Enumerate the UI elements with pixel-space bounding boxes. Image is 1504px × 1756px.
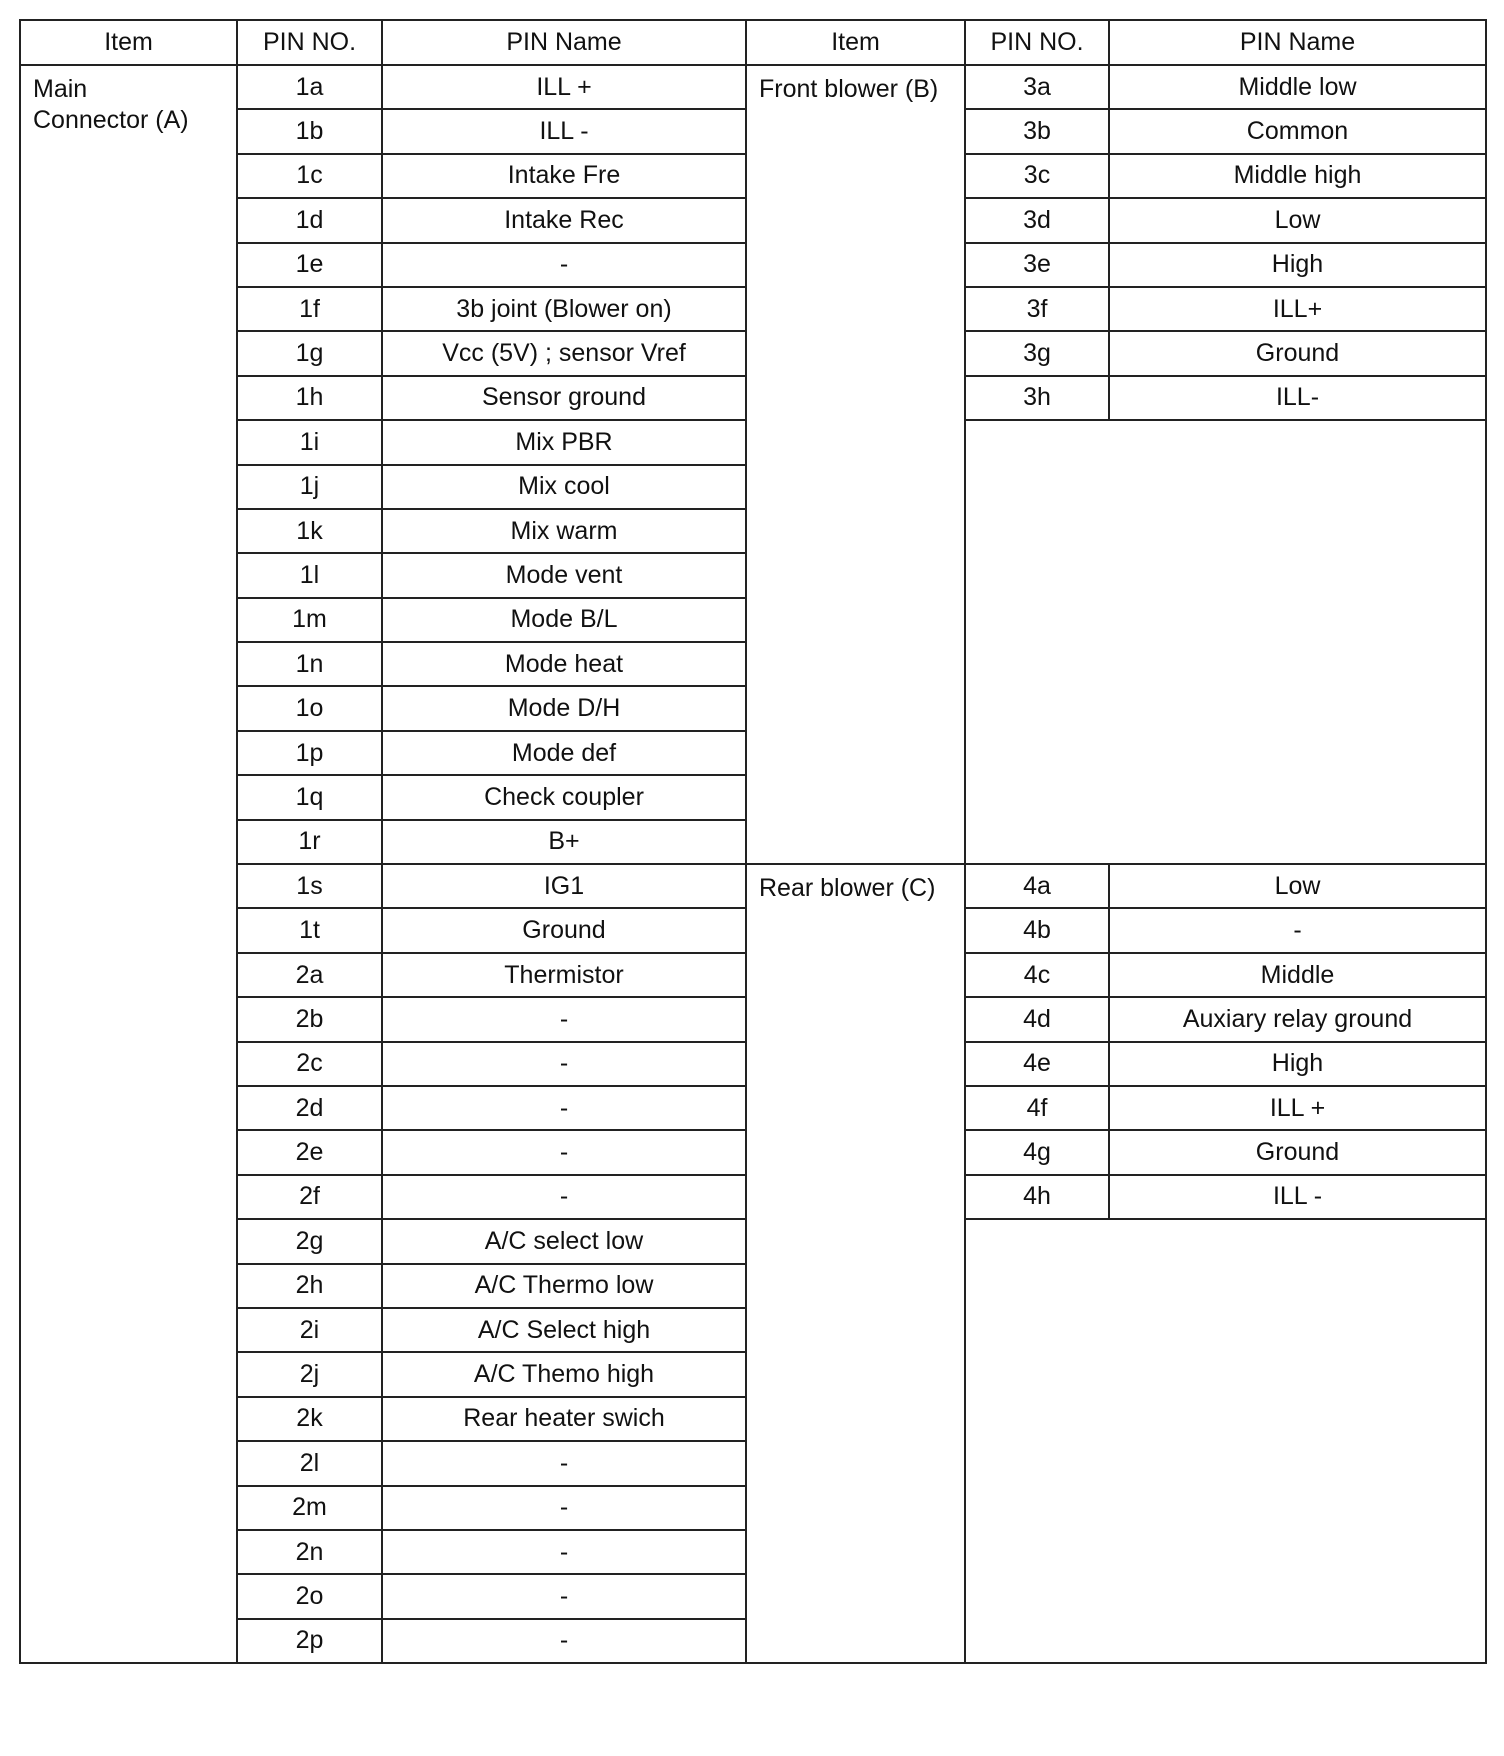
item-main-connector: Main Connector (A) [20,65,237,1663]
pin-number-a: 2b [237,997,382,1041]
pin-name-c: Middle [1109,953,1486,997]
pin-number-a: 2h [237,1264,382,1308]
pin-number-a: 1d [237,198,382,242]
pin-name-a: Mode vent [382,553,746,597]
pin-number-a: 1i [237,420,382,464]
pin-name-a: Check coupler [382,775,746,819]
pin-name-a: Ground [382,908,746,952]
pin-number-a: 1s [237,864,382,908]
pin-number-a: 1l [237,553,382,597]
header-item-left: Item [20,20,237,65]
pin-name-a: A/C Themo high [382,1352,746,1396]
pin-name-a: - [382,1574,746,1618]
pin-name-a: - [382,1042,746,1086]
pin-number-a: 2m [237,1486,382,1530]
pin-name-a: IG1 [382,864,746,908]
pin-number-a: 1h [237,376,382,420]
pin-table-body [20,65,1486,1663]
pin-number-a: 2o [237,1574,382,1618]
pin-number-a: 2n [237,1530,382,1574]
pin-name-c: ILL - [1109,1175,1486,1219]
pin-number-a: 2f [237,1175,382,1219]
pin-number-a: 2g [237,1219,382,1263]
pin-number-c: 4a [965,864,1109,908]
pin-number-a: 2j [237,1352,382,1396]
pin-name-a: Mode def [382,731,746,775]
pin-name-a: Mix PBR [382,420,746,464]
pin-number-a: 1j [237,465,382,509]
pin-number-b: 3c [965,154,1109,198]
pin-name-b: ILL- [1109,376,1486,420]
header-pin-no-left: PIN NO. [237,20,382,65]
empty-filler-b [965,420,1486,864]
pin-number-a: 1a [237,65,382,109]
pin-number-a: 1f [237,287,382,331]
empty-filler-c [965,1219,1486,1663]
pin-name-c: High [1109,1042,1486,1086]
pin-name-a: - [382,1441,746,1485]
pin-name-a: A/C Thermo low [382,1264,746,1308]
pin-name-b: Middle low [1109,65,1486,109]
pin-name-a: Intake Rec [382,198,746,242]
pin-number-a: 1m [237,598,382,642]
pin-number-c: 4e [965,1042,1109,1086]
pin-name-b: Common [1109,109,1486,153]
item-front-blower: Front blower (B) [746,65,965,864]
pin-name-a: - [382,997,746,1041]
pin-name-a: - [382,1486,746,1530]
pin-number-b: 3f [965,287,1109,331]
pin-name-a: - [382,1130,746,1174]
pin-number-a: 2p [237,1619,382,1663]
pin-assignment-table [19,19,1487,1664]
pin-name-a: - [382,1086,746,1130]
pin-name-c: Low [1109,864,1486,908]
pin-number-b: 3g [965,331,1109,375]
pin-name-a: ILL + [382,65,746,109]
table-row [20,864,1486,908]
pin-name-a: Mix cool [382,465,746,509]
pin-name-a: Intake Fre [382,154,746,198]
pin-name-a: Thermistor [382,953,746,997]
pin-name-a: - [382,243,746,287]
header-row [20,20,1486,65]
pin-name-a: B+ [382,820,746,864]
pin-number-a: 2c [237,1042,382,1086]
pin-number-c: 4d [965,997,1109,1041]
pin-number-a: 2e [237,1130,382,1174]
pin-number-a: 1e [237,243,382,287]
pin-number-a: 1c [237,154,382,198]
header-pin-name-right: PIN Name [1109,20,1486,65]
pin-name-c: - [1109,908,1486,952]
pin-number-a: 2l [237,1441,382,1485]
header-pin-name-left: PIN Name [382,20,746,65]
pin-name-b: Middle high [1109,154,1486,198]
pin-number-c: 4c [965,953,1109,997]
item-rear-blower: Rear blower (C) [746,864,965,1663]
pin-name-a: A/C Select high [382,1308,746,1352]
pin-number-b: 3e [965,243,1109,287]
pin-name-a: - [382,1175,746,1219]
pin-number-a: 2a [237,953,382,997]
pin-name-a: Mode D/H [382,686,746,730]
header-pin-no-right: PIN NO. [965,20,1109,65]
pin-name-a: - [382,1530,746,1574]
pin-number-c: 4g [965,1130,1109,1174]
pin-number-a: 1b [237,109,382,153]
pin-name-b: Low [1109,198,1486,242]
pin-number-b: 3h [965,376,1109,420]
pin-number-a: 1k [237,509,382,553]
pin-number-a: 1g [237,331,382,375]
pin-name-a: Mode B/L [382,598,746,642]
pin-name-a: Mix warm [382,509,746,553]
table-row [20,65,1486,109]
pin-number-a: 2d [237,1086,382,1130]
pin-number-b: 3b [965,109,1109,153]
pin-name-c: Auxiary relay ground [1109,997,1486,1041]
pin-number-a: 1q [237,775,382,819]
pin-name-a: - [382,1619,746,1663]
pin-number-a: 1t [237,908,382,952]
pin-number-a: 1r [237,820,382,864]
pin-number-b: 3d [965,198,1109,242]
pin-number-c: 4h [965,1175,1109,1219]
pin-name-b: ILL+ [1109,287,1486,331]
pin-name-a: Sensor ground [382,376,746,420]
pin-number-c: 4b [965,908,1109,952]
pin-name-b: Ground [1109,331,1486,375]
pin-number-c: 4f [965,1086,1109,1130]
pin-number-a: 2i [237,1308,382,1352]
pin-number-a: 1p [237,731,382,775]
pin-number-a: 1o [237,686,382,730]
pin-name-c: ILL + [1109,1086,1486,1130]
pin-name-a: ILL - [382,109,746,153]
pin-name-b: High [1109,243,1486,287]
pin-name-a: Rear heater swich [382,1397,746,1441]
header-item-right: Item [746,20,965,65]
pin-name-a: 3b joint (Blower on) [382,287,746,331]
pin-number-a: 1n [237,642,382,686]
pin-name-c: Ground [1109,1130,1486,1174]
pin-number-b: 3a [965,65,1109,109]
pin-name-a: Mode heat [382,642,746,686]
pin-name-a: A/C select low [382,1219,746,1263]
pin-name-a: Vcc (5V) ; sensor Vref [382,331,746,375]
pin-number-a: 2k [237,1397,382,1441]
